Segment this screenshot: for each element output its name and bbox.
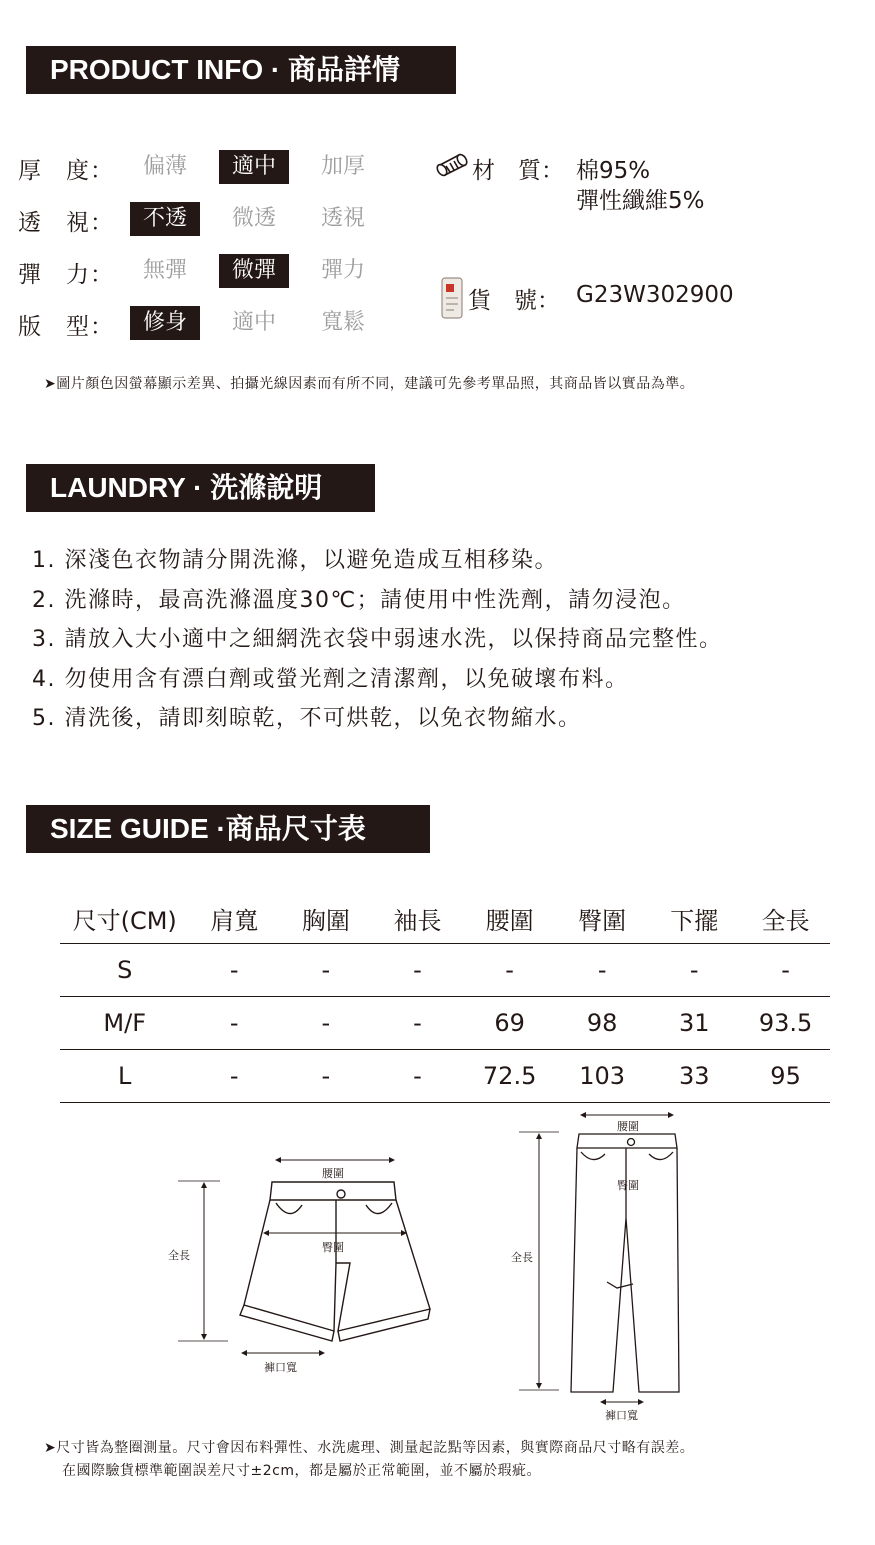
size-cell: M/F <box>60 997 189 1050</box>
size-cell: 95 <box>741 1050 830 1103</box>
laundry-item: 2. 洗滌時，最高洗滌溫度30℃；請使用中性洗劑，請勿浸泡。 <box>32 587 686 613</box>
item-no-value: G23W302900 <box>576 282 734 308</box>
size-column-header: 腰圍 <box>462 893 557 944</box>
size-guide-header: SIZE GUIDE ·商品尺寸表 <box>26 805 430 853</box>
size-cell: - <box>189 944 279 997</box>
size-cell: 69 <box>462 997 557 1050</box>
attribute-option-selected: 適中 <box>219 150 289 184</box>
size-cell: - <box>279 997 373 1050</box>
size-column-header: 臀圍 <box>557 893 647 944</box>
shorts-diagram <box>160 1145 450 1385</box>
laundry-item: 4. 勿使用含有漂白劑或螢光劑之清潔劑，以免破壞布料。 <box>32 666 629 692</box>
attribute-option-selected: 修身 <box>130 306 200 340</box>
pants-hip-label: 臀圍 <box>617 1179 639 1192</box>
shorts-waist-label: 腰圍 <box>322 1167 344 1180</box>
attribute-option-selected: 不透 <box>130 202 200 236</box>
attribute-option-selected: 微彈 <box>219 254 289 288</box>
material-line-1: 棉95% <box>576 158 651 184</box>
size-cell: - <box>189 1050 279 1103</box>
size-cell: - <box>279 1050 373 1103</box>
laundry-item: 5. 清洗後，請即刻晾乾，不可烘乾，以免衣物縮水。 <box>32 706 582 731</box>
size-table <box>60 893 830 1103</box>
shorts-length-label: 全長 <box>168 1249 190 1262</box>
size-cell: - <box>557 944 647 997</box>
size-cell: 31 <box>647 997 741 1050</box>
attribute-option: 無彈 <box>142 258 187 283</box>
size-row <box>60 1050 830 1103</box>
size-column-header: 下擺 <box>647 893 741 944</box>
attribute-option: 寬鬆 <box>320 310 365 335</box>
size-note-line-1: ➤尺寸皆為整圈測量。尺寸會因布料彈性、水洗處理、測量起訖點等因素，與實際商品尺寸略有誤差。 <box>44 1440 695 1456</box>
pants-hem-label: 褲口寬 <box>605 1409 638 1422</box>
laundry-item: 3. 請放入大小適中之細網洗衣袋中弱速水洗，以保持商品完整性。 <box>32 627 723 652</box>
size-cell: - <box>189 997 279 1050</box>
size-cell: - <box>741 944 830 997</box>
size-column-header: 尺寸(CM) <box>60 893 189 944</box>
size-cell: S <box>60 944 189 997</box>
shorts-hem-label: 褲口寬 <box>264 1361 297 1374</box>
pants-waist-label: 腰圍 <box>617 1120 639 1133</box>
size-cell: - <box>462 944 557 997</box>
attribute-label: 透 視： <box>18 210 114 236</box>
color-disclaimer: ➤圖片顏色因螢幕顯示差異、拍攝光線因素而有所不同，建議可先參考單品照，其商品皆以實品為準。 <box>44 376 695 392</box>
material-line-2: 彈性纖維5% <box>576 188 705 214</box>
size-cell: L <box>60 1050 189 1103</box>
attribute-option: 適中 <box>231 310 276 335</box>
attribute-option: 加厚 <box>320 154 365 179</box>
size-cell: 93.5 <box>741 997 830 1050</box>
size-cell: 72.5 <box>462 1050 557 1103</box>
attribute-option: 偏薄 <box>142 154 187 179</box>
pants-diagram <box>505 1106 705 1426</box>
tag-icon <box>440 276 464 320</box>
size-column-header: 肩寬 <box>189 893 279 944</box>
attribute-option: 透視 <box>320 206 365 231</box>
attribute-option: 微透 <box>231 206 276 231</box>
product-info-header: PRODUCT INFO · 商品詳情 <box>26 46 456 94</box>
material-label: 材 質： <box>472 158 564 184</box>
laundry-header: LAUNDRY · 洗滌說明 <box>26 464 375 512</box>
size-cell: - <box>373 944 463 997</box>
size-cell: 98 <box>557 997 647 1050</box>
laundry-item: 1. 深淺色衣物請分開洗滌，以避免造成互相移染。 <box>32 548 558 573</box>
shorts-hip-label: 臀圍 <box>322 1241 344 1254</box>
size-row <box>60 944 830 997</box>
size-cell: - <box>373 997 463 1050</box>
thread-spool-icon <box>436 152 472 182</box>
size-column-header: 袖長 <box>373 893 463 944</box>
size-cell: 103 <box>557 1050 647 1103</box>
size-note-line-2: 在國際驗貨標準範圍誤差尺寸±2cm，都是屬於正常範圍，並不屬於瑕疵。 <box>62 1463 541 1479</box>
attribute-label: 彈 力： <box>18 262 114 288</box>
size-cell: - <box>373 1050 463 1103</box>
pants-length-label: 全長 <box>511 1251 533 1264</box>
size-cell: - <box>279 944 373 997</box>
size-row <box>60 997 830 1050</box>
size-cell: 33 <box>647 1050 741 1103</box>
size-cell: - <box>647 944 741 997</box>
item-no-label: 貨 號： <box>468 288 560 314</box>
size-table-header-row <box>60 893 830 944</box>
attribute-option: 彈力 <box>320 258 365 283</box>
attribute-label: 厚 度： <box>18 158 114 184</box>
size-column-header: 胸圍 <box>279 893 373 944</box>
attribute-label: 版 型： <box>18 314 114 340</box>
size-column-header: 全長 <box>741 893 830 944</box>
